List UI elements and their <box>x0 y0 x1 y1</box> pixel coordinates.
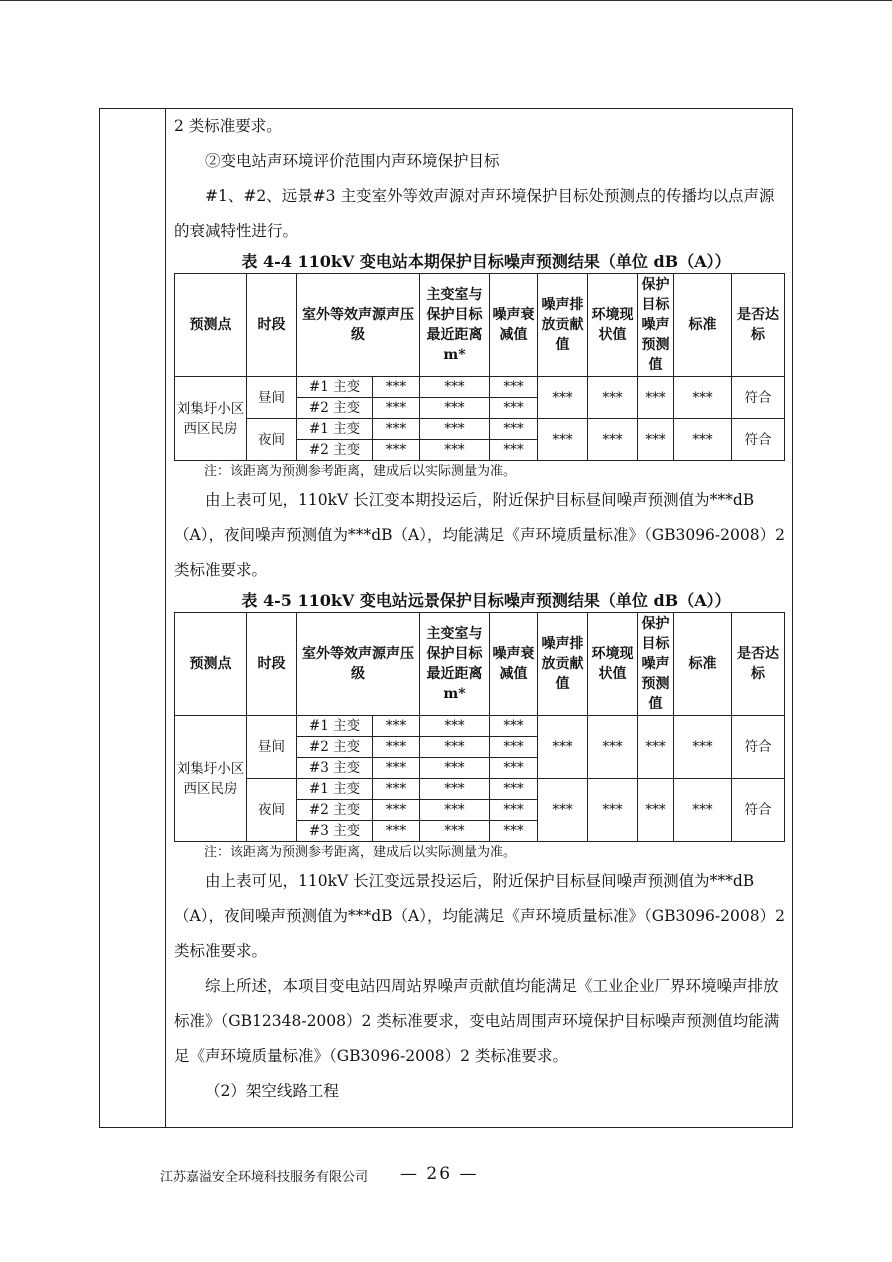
table-header-cell: 是否达标 <box>732 613 785 716</box>
table-cell: *** <box>674 377 732 419</box>
paragraph: （2）架空线路工程 <box>205 1082 339 1100</box>
paragraph: ②变电站声环境评价范围内声环境保护目标 <box>205 152 500 170</box>
paragraph: 由上表可见，110kV 长江变本期投运后，附近保护目标昼间噪声预测值为***dB（A），夜间噪声预测值为***dB（A），均能满足《声环境质量标准》（GB3096-2008）2 类标准要求。 <box>174 491 785 579</box>
table-cell: 符合 <box>732 419 785 461</box>
table-header-cell: 环境现状值 <box>588 613 638 716</box>
table-cell: *** <box>420 419 490 440</box>
table-cell: *** <box>588 419 638 461</box>
table-cell: #1 主变 <box>297 377 373 398</box>
table-cell: 昼间 <box>247 377 297 419</box>
table-cell: *** <box>538 779 588 842</box>
table-header-cell: 时段 <box>247 613 297 716</box>
table-cell: *** <box>490 377 538 398</box>
table-header-cell: 预测点 <box>175 613 247 716</box>
table-header-cell: 环境现状值 <box>588 274 638 377</box>
table-header-cell: 是否达标 <box>732 274 785 377</box>
table-cell: *** <box>373 800 420 821</box>
paragraph: 2 类标准要求。 <box>174 117 282 135</box>
table-cell: *** <box>420 800 490 821</box>
table-header-cell: 噪声排放贡献值 <box>538 274 588 377</box>
page-number: — 26 — <box>400 1164 479 1184</box>
table-cell: *** <box>373 377 420 398</box>
table-cell: *** <box>588 716 638 779</box>
footer-company: 江苏嘉溢安全环境科技服务有限公司 <box>160 1170 369 1185</box>
table-row <box>175 419 785 440</box>
table-header-cell: 标准 <box>674 274 732 377</box>
noise-table-future <box>174 612 785 842</box>
table-cell: *** <box>588 377 638 419</box>
main-content <box>174 109 786 1109</box>
table-cell: *** <box>638 419 674 461</box>
table-header-cell: 室外等效声源声压级 <box>297 613 420 716</box>
table-cell: 符合 <box>732 716 785 779</box>
table-header-cell: 保护目标噪声预测值 <box>638 274 674 377</box>
table-caption: 表 4-5 110kV 变电站远景保护目标噪声预测结果（单位 dB（A）） <box>241 591 731 610</box>
table-cell: *** <box>420 821 490 842</box>
table-cell: *** <box>490 758 538 779</box>
table-cell: *** <box>538 419 588 461</box>
table-note: 注：该距离为预测参考距离，建成后以实际测量为准。 <box>204 845 517 860</box>
table-header-cell: 室外等效声源声压级 <box>297 274 420 377</box>
table-cell: *** <box>638 377 674 419</box>
table-cell: *** <box>490 398 538 419</box>
table-header-cell: 保护目标噪声预测值 <box>638 613 674 716</box>
table-cell: *** <box>373 419 420 440</box>
table-cell: *** <box>490 737 538 758</box>
table-cell: #1 主变 <box>297 716 373 737</box>
paragraph: #1、#2、远景#3 主变室外等效声源对声环境保护目标处预测点的传播均以点声源的衰减特性进行。 <box>174 187 775 240</box>
table-cell: #2 主变 <box>297 398 373 419</box>
table-note: 注：该距离为预测参考距离，建成后以实际测量为准。 <box>204 464 517 479</box>
table-header-cell: 标准 <box>674 613 732 716</box>
table-header-cell: 主变室与保护目标最近距离m* <box>420 613 490 716</box>
table-cell: *** <box>490 800 538 821</box>
table-cell: *** <box>373 758 420 779</box>
content-frame <box>99 108 793 1128</box>
table-header-cell: 时段 <box>247 274 297 377</box>
table-cell: #3 主变 <box>297 821 373 842</box>
table-cell: 刘集圩小区西区民房 <box>175 716 247 842</box>
table-cell: *** <box>420 398 490 419</box>
table-row <box>175 779 785 800</box>
table-cell: #2 主变 <box>297 737 373 758</box>
table-cell: 符合 <box>732 779 785 842</box>
table-cell: 符合 <box>732 377 785 419</box>
table-cell: *** <box>638 779 674 842</box>
table-header-cell: 主变室与保护目标最近距离m* <box>420 274 490 377</box>
table-cell: *** <box>420 779 490 800</box>
table-cell: *** <box>588 779 638 842</box>
table-cell: *** <box>420 716 490 737</box>
table-cell: #3 主变 <box>297 758 373 779</box>
table-cell: *** <box>674 419 732 461</box>
table-header-cell: 噪声衰减值 <box>490 274 538 377</box>
table-cell: *** <box>420 758 490 779</box>
paragraph: 综上所述，本项目变电站四周站界噪声贡献值均能满足《工业企业厂界环境噪声排放标准》（GB12348-2008）2 类标准要求，变电站周围声环境保护目标噪声预测值均能满足《声环境质量标准》（GB3096-2008）2 类标准要求。 <box>174 977 780 1065</box>
table-header-cell: 噪声排放贡献值 <box>538 613 588 716</box>
table-cell: *** <box>490 440 538 461</box>
table-cell: *** <box>373 737 420 758</box>
table-header-cell: 噪声衰减值 <box>490 613 538 716</box>
top-rule <box>0 0 892 1</box>
table-cell: #2 主变 <box>297 440 373 461</box>
table-cell: *** <box>490 779 538 800</box>
table-cell: *** <box>490 419 538 440</box>
table-cell: 夜间 <box>247 779 297 842</box>
table-cell: *** <box>490 821 538 842</box>
table-cell: *** <box>420 440 490 461</box>
table-cell: *** <box>490 716 538 737</box>
table-cell: *** <box>538 716 588 779</box>
table-cell: #1 主变 <box>297 779 373 800</box>
noise-table-current <box>174 273 785 461</box>
table-caption: 表 4-4 110kV 变电站本期保护目标噪声预测结果（单位 dB（A）） <box>241 252 731 271</box>
table-cell: *** <box>373 716 420 737</box>
left-column <box>100 109 166 1127</box>
table-cell: *** <box>420 737 490 758</box>
table-row <box>175 716 785 737</box>
table-header-cell: 预测点 <box>175 274 247 377</box>
table-cell: #2 主变 <box>297 800 373 821</box>
table-cell: *** <box>638 716 674 779</box>
table-cell: 刘集圩小区西区民房 <box>175 377 247 461</box>
table-cell: *** <box>674 779 732 842</box>
table-cell: 昼间 <box>247 716 297 779</box>
table-cell: *** <box>538 377 588 419</box>
table-cell: *** <box>674 716 732 779</box>
table-cell: *** <box>420 377 490 398</box>
table-cell: *** <box>373 821 420 842</box>
table-cell: #1 主变 <box>297 419 373 440</box>
table-row <box>175 377 785 398</box>
table-cell: 夜间 <box>247 419 297 461</box>
paragraph: 由上表可见，110kV 长江变远景投运后，附近保护目标昼间噪声预测值为***dB（A），夜间噪声预测值为***dB（A），均能满足《声环境质量标准》（GB3096-2008）2 类标准要求。 <box>174 872 785 960</box>
table-cell: *** <box>373 440 420 461</box>
table-cell: *** <box>373 779 420 800</box>
table-cell: *** <box>373 398 420 419</box>
